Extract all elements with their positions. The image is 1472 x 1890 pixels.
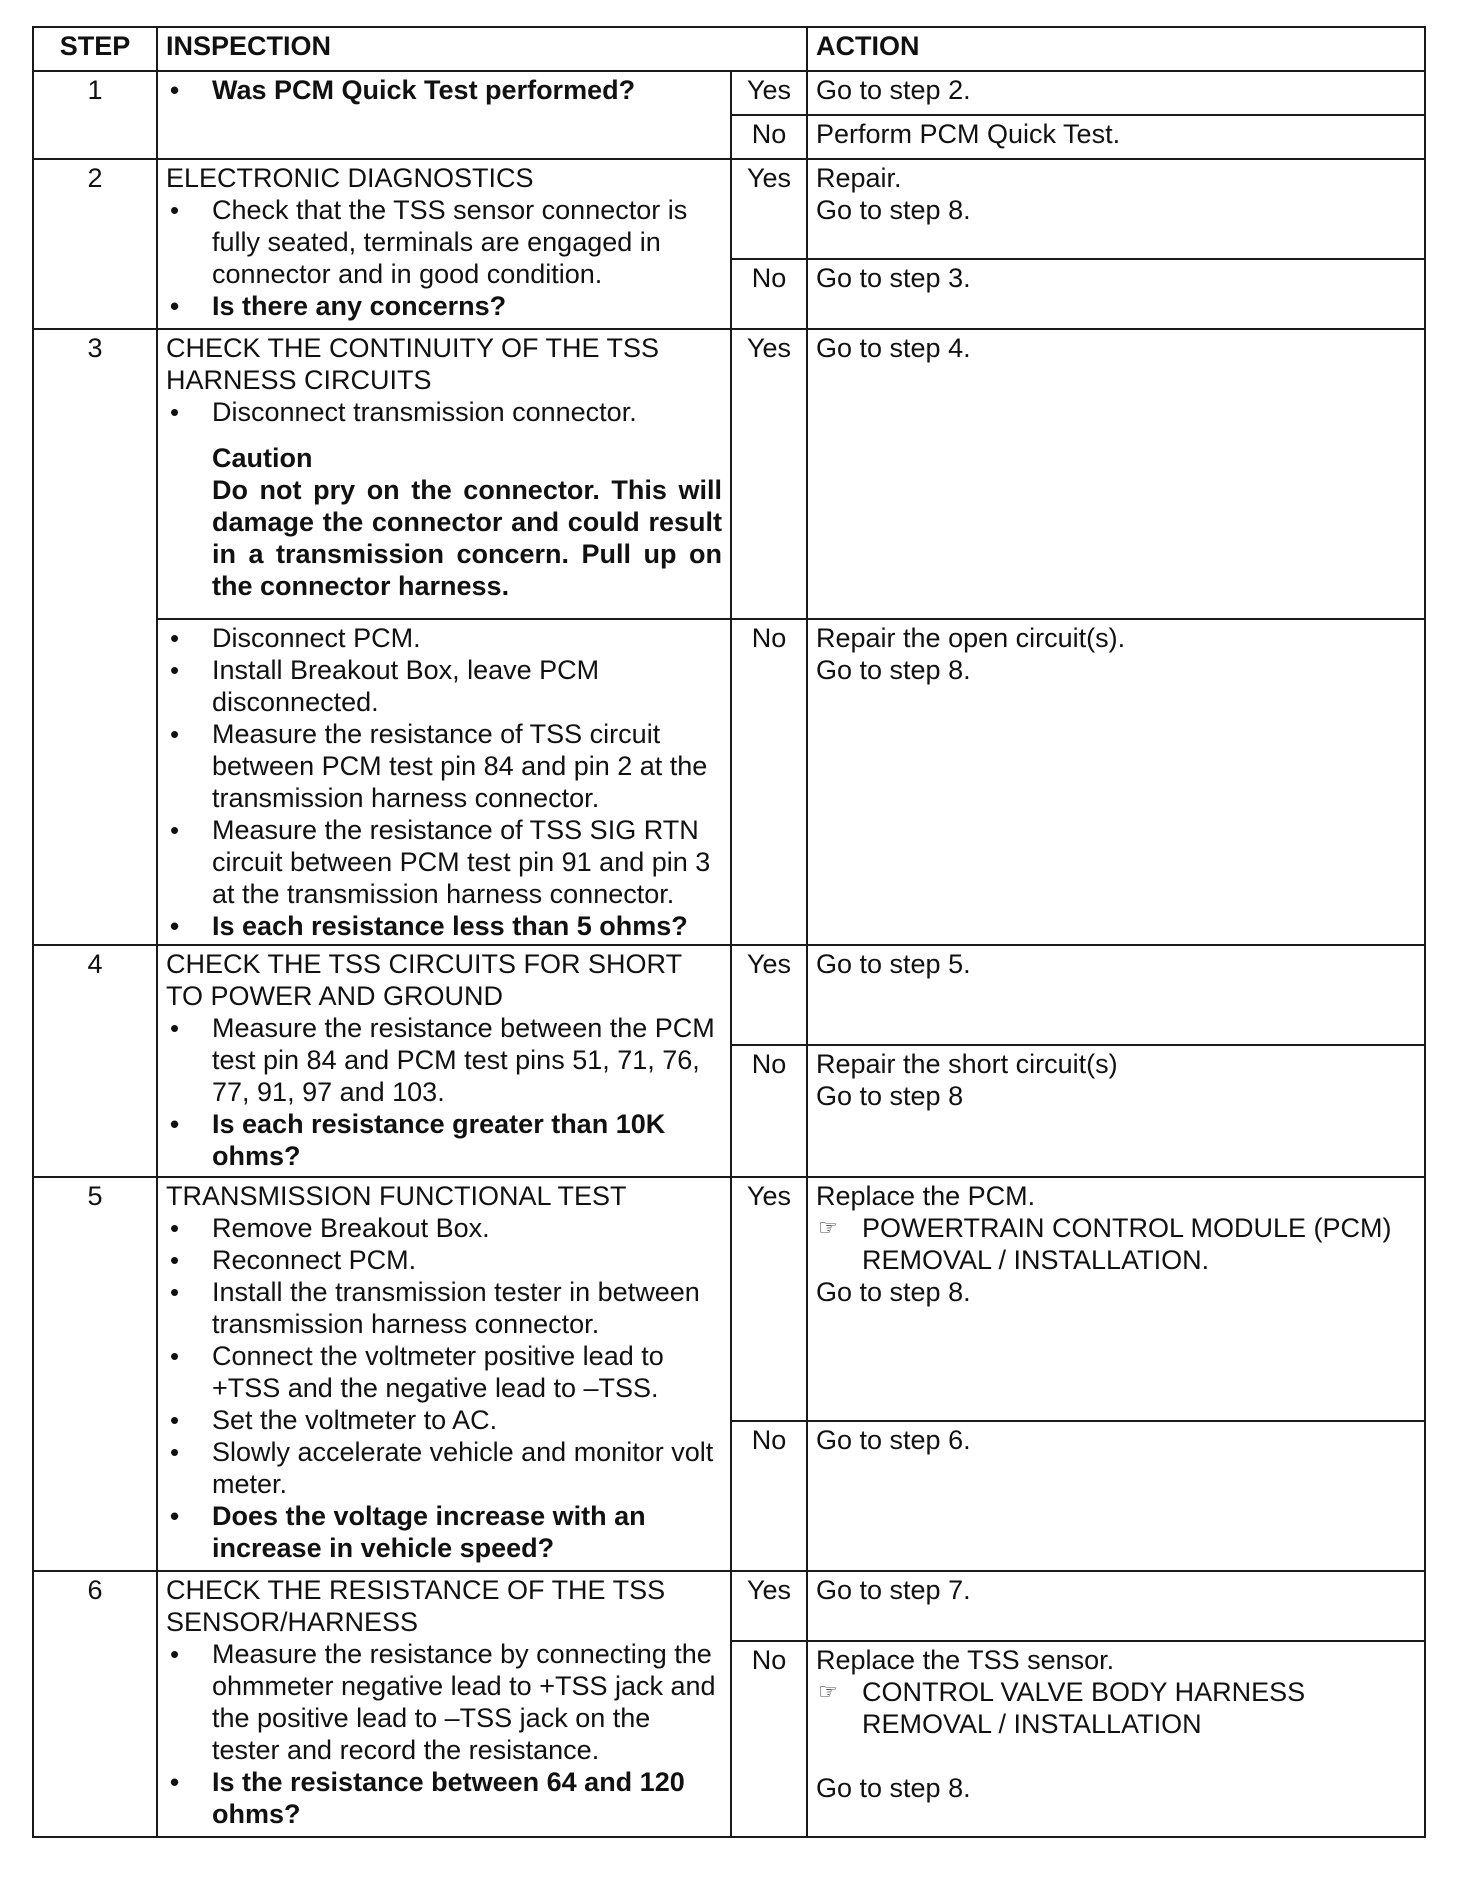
table-row [33, 945, 1425, 1045]
action-line: Repair the open circuit(s). [816, 623, 1126, 653]
action-line: Go to step 8. [816, 195, 971, 225]
yes-label: Yes [731, 329, 807, 619]
inspection-cell [157, 945, 731, 1177]
bullet-item: • Disconnect transmission connector. [166, 396, 722, 428]
inspection-cell [157, 329, 731, 619]
yes-label: Yes [731, 159, 807, 259]
step-number: 6 [33, 1571, 157, 1837]
bullet-item: • Is each resistance less than 5 ohms? [166, 910, 722, 942]
reference-block [816, 1212, 1416, 1276]
no-label: No [731, 619, 807, 945]
bullet-item: • Measure the resistance by connecting the ohmmeter negative lead to +TSS jack and the positive lead to –TSS jack on the tester and record the resistance. [166, 1638, 722, 1766]
bullet-item: • Reconnect PCM. [166, 1244, 722, 1276]
bullet-item: • Is the resistance between 64 and 120 ohms? [166, 1766, 722, 1830]
table-row [33, 1177, 1425, 1421]
inspection-cell [157, 619, 731, 945]
no-label: No [731, 1641, 807, 1837]
bullet-item: • Install Breakout Box, leave PCM disconnected. [166, 654, 722, 718]
bullet-item: • Was PCM Quick Test performed? [166, 74, 722, 106]
inspection-title: ELECTRONIC DIAGNOSTICS [166, 163, 534, 193]
action-cell: Go to step 6. [807, 1421, 1425, 1571]
inspection-title: CHECK THE CONTINUITY OF THE TSS HARNESS CIRCUITS [166, 333, 660, 395]
action-line: Replace the PCM. [816, 1181, 1036, 1211]
header-step: STEP [33, 27, 157, 71]
action-line: Repair. [816, 163, 902, 193]
yes-label: Yes [731, 71, 807, 115]
step-number: 5 [33, 1177, 157, 1571]
action-cell: Perform PCM Quick Test. [807, 115, 1425, 159]
bullet-item: • Connect the voltmeter positive lead to +TSS and the negative lead to –TSS. [166, 1340, 722, 1404]
caution-title: Caution [212, 443, 313, 473]
bullet-item: • Disconnect PCM. [166, 622, 722, 654]
step-number: 4 [33, 945, 157, 1177]
action-cell: Go to step 7. [807, 1571, 1425, 1641]
action-cell [807, 1045, 1425, 1177]
diagnostic-table [32, 26, 1426, 1838]
action-cell: Go to step 5. [807, 945, 1425, 1045]
action-line: Replace the TSS sensor. [816, 1645, 1115, 1675]
action-cell [807, 619, 1425, 945]
yes-label: Yes [731, 1571, 807, 1641]
bullet-item: • Measure the resistance of TSS SIG RTN circuit between PCM test pin 91 and pin 3 at the transmission harness connector. [166, 814, 722, 910]
no-label: No [731, 115, 807, 159]
yes-label: Yes [731, 945, 807, 1045]
header-inspection: INSPECTION [157, 27, 807, 71]
no-label: No [731, 259, 807, 329]
reference-block [816, 1676, 1416, 1740]
action-cell [807, 1641, 1425, 1837]
table-row [33, 71, 1425, 115]
action-line: Go to step 8. [816, 1773, 971, 1803]
table-row [33, 1571, 1425, 1641]
header-row [33, 27, 1425, 71]
bullet-item: • Install the transmission tester in between transmission harness connector. [166, 1276, 722, 1340]
action-line: Go to step 8. [816, 1277, 971, 1307]
inspection-title: TRANSMISSION FUNCTIONAL TEST [166, 1181, 627, 1211]
bullet-item: • Does the voltage increase with an increase in vehicle speed? [166, 1500, 722, 1564]
no-label: No [731, 1421, 807, 1571]
step-number: 2 [33, 159, 157, 329]
pointing-hand-icon: ☞ [818, 1679, 838, 1704]
spacer [816, 1740, 1416, 1772]
yes-label: Yes [731, 1177, 807, 1421]
inspection-title: CHECK THE RESISTANCE OF THE TSS SENSOR/HARNESS [166, 1575, 666, 1637]
bullet-item: • Set the voltmeter to AC. [166, 1404, 722, 1436]
bullet-item: • Measure the resistance between the PCM test pin 84 and PCM test pins 51, 71, 76, 77, 91, 97 and 103. [166, 1012, 722, 1108]
action-cell [807, 159, 1425, 259]
bullet-item: • Slowly accelerate vehicle and monitor volt meter. [166, 1436, 722, 1500]
bullet-item: • Check that the TSS sensor connector is fully seated, terminals are engaged in connector and in good condition. [166, 194, 722, 290]
table-row [33, 329, 1425, 619]
caution-block [166, 442, 722, 602]
bullet-item: • Is there any concerns? [166, 290, 722, 322]
bullet-item: • Measure the resistance of TSS circuit between PCM test pin 84 and pin 2 at the transmission harness connector. [166, 718, 722, 814]
step-number: 3 [33, 329, 157, 945]
caution-text: Do not pry on the connector. This will damage the connector and could result in a transmission concern. Pull up on the connector harness. [212, 475, 722, 601]
action-cell [807, 1177, 1425, 1421]
no-label: No [731, 1045, 807, 1177]
pointing-hand-icon: ☞ [818, 1215, 838, 1240]
bullet-item: • Remove Breakout Box. [166, 1212, 722, 1244]
table-row [33, 159, 1425, 259]
action-cell: Go to step 3. [807, 259, 1425, 329]
inspection-cell [157, 1177, 731, 1571]
action-line: Go to step 8 [816, 1081, 964, 1111]
inspection-title: CHECK THE TSS CIRCUITS FOR SHORT TO POWER AND GROUND [166, 949, 682, 1011]
inspection-cell [157, 1571, 731, 1837]
reference-text: CONTROL VALVE BODY HARNESS REMOVAL / INSTALLATION [862, 1677, 1306, 1739]
inspection-cell [157, 159, 731, 329]
action-cell: Go to step 2. [807, 71, 1425, 115]
action-line: Go to step 8. [816, 655, 971, 685]
inspection-cell [157, 71, 731, 159]
table-row [33, 619, 1425, 945]
action-cell: Go to step 4. [807, 329, 1425, 619]
header-action: ACTION [807, 27, 1425, 71]
reference-text: POWERTRAIN CONTROL MODULE (PCM) REMOVAL / INSTALLATION. [862, 1213, 1392, 1275]
bullet-item: • Is each resistance greater than 10K ohms? [166, 1108, 722, 1172]
action-line: Repair the short circuit(s) [816, 1049, 1118, 1079]
step-number: 1 [33, 71, 157, 159]
